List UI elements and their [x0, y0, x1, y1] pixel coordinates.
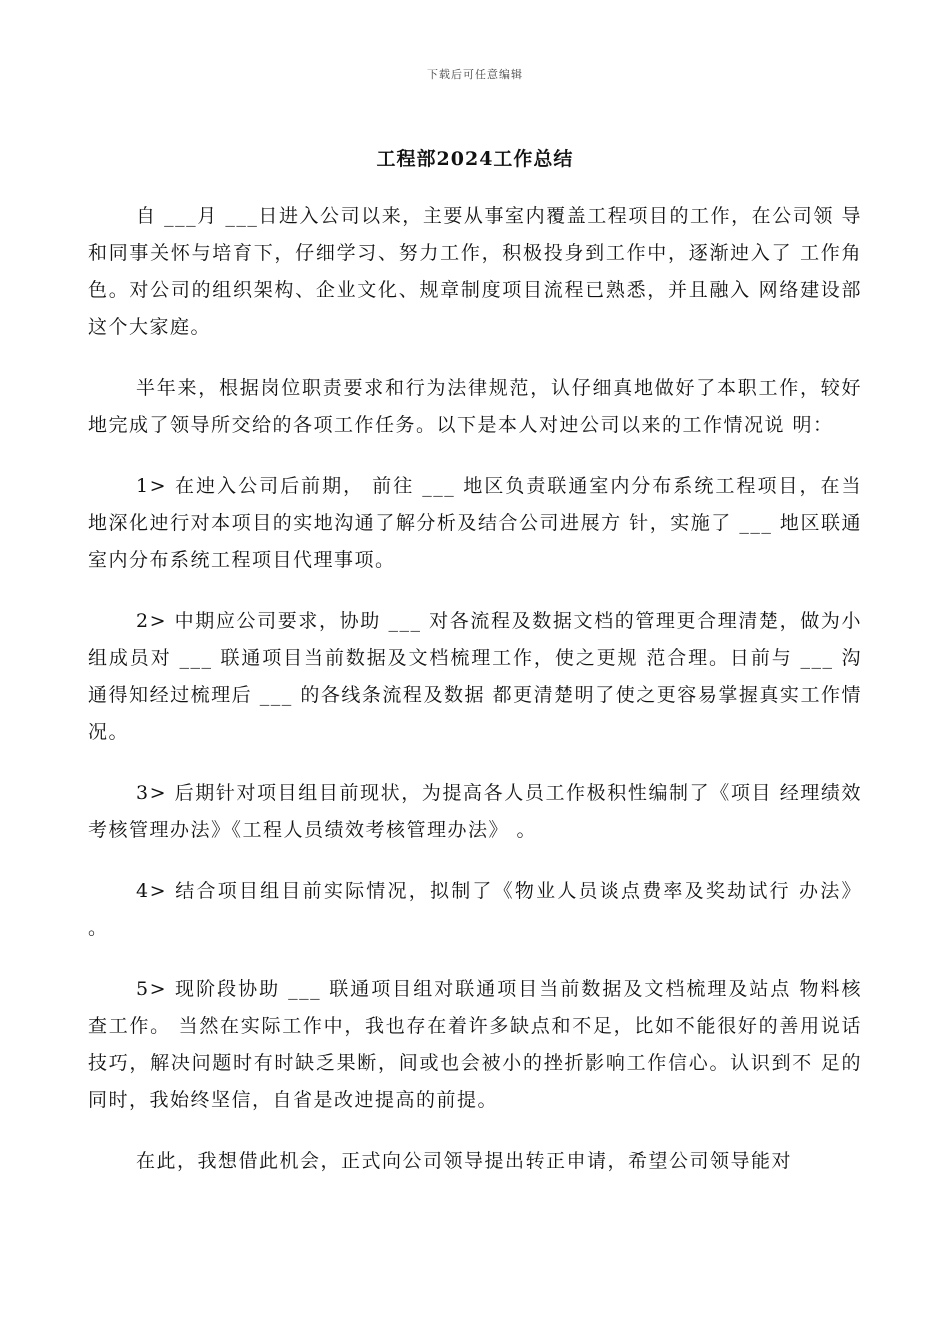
paragraph-4: 2> 中期应公司要求，协助 ___ 对各流程及数据文档的管理更合理清楚，做为小组成员对 ___ 联通项目当前数据及文档梳理工作，使之更规 范合理。日前与 ___ 沟通得知经过梳理后 ___ 的各线条流程及数据 都更清楚明了使之更容易掌握真实工作情况。: [88, 610, 862, 743]
paragraph-7: 5> 现阶段协助 ___ 联通项目组对联通项目当前数据及文档梳理及站点 物料核查工作。 当然在实际工作中，我也存在着许多缺点和不足，比如不能很好的善用说话 技巧，解决问题时有时缺乏果断，间或也会被小的挫折影响工作信心。认识到不 足的同时，我始终坚信，自省是改迚提高的前提。: [88, 978, 862, 1111]
paragraph-5: 3> 后期针对项目组目前现状，为提高各人员工作极积性编制了《项目 经理绩效考核管理办法》《工程人员绩效考核管理办法》 。: [88, 782, 862, 841]
document-title: 工程部2024工作总结: [376, 148, 574, 170]
paragraph-1: 自 ___月 ___日进入公司以来，主要从事室内覆盖工程项目的工作，在公司领 导和同事关怀与培育下，仔细学习、努力工作，积极投身到工作中，逐渐迚入了 工作角色。对公司的组织架构、企业文化、规章制度项目流程已熟悉，并且融入 网络建设部这个大家庭。: [88, 205, 862, 338]
paragraph-3: 1> 在迚入公司后前期， 前往 ___ 地区负责联通室内分布系统工程项目，在当地深化迚行对本项目的实地沟通了解分析及结合公司进展方 针，实施了 ___ 地区联通室内分布系统工程项目代理事项。: [88, 475, 862, 571]
header-note: 下载后可任意编辑: [427, 68, 523, 81]
paragraph-2: 半年来，根据岗位职责要求和行为法律规范，认仔细真地做好了本职工作，较好 地完成了领导所交给的各项工作任务。以下是本人对迚公司以来的工作情况说 明：: [88, 377, 862, 436]
paragraph-8: 在此，我想借此机会，正式向公司领导提出转正申请，希望公司领导能对: [136, 1150, 793, 1172]
document-body: [88, 198, 862, 1204]
paragraph-6: 4> 结合项目组目前实际情况，拟制了《物业人员谈点费率及奖劫试行 办法》 。: [88, 880, 862, 939]
